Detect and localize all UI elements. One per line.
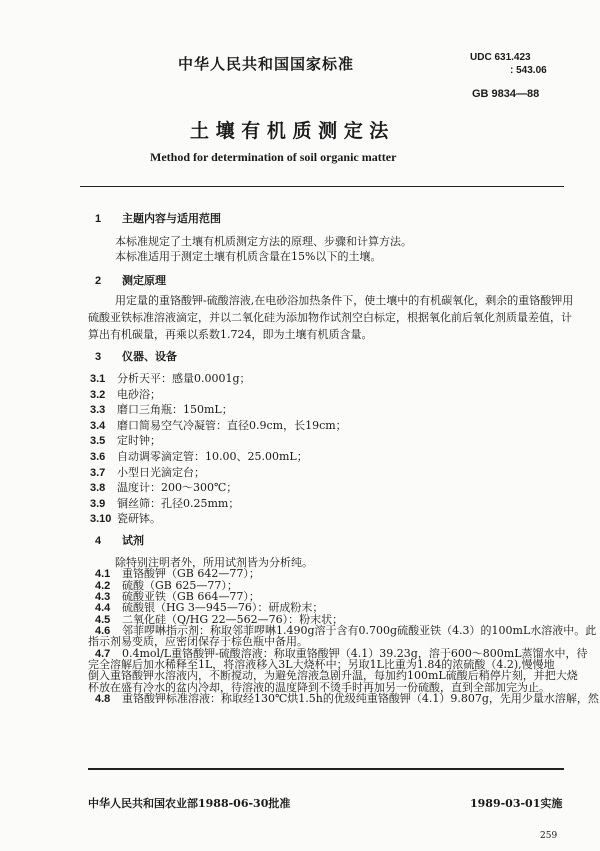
item-number: 4.2 [95,580,111,592]
section-heading-line [95,350,177,364]
section-heading: 试剂 [122,534,144,547]
paragraph-line [115,235,412,248]
section-heading: 仪器、设备 [122,350,177,363]
item-number: 3.10 [90,513,112,525]
item-text: 杯放在盛有冷水的盆内冷却，待溶液的温度降到不烫手时再加另一份硫酸，直到全部加完为止。 [88,681,550,694]
item-text: 硫酸银（HG 3—945—76）：研成粉末； [122,601,324,614]
section-number: 3 [95,351,102,363]
item-number: 3.2 [90,389,106,401]
paragraph-line [115,294,573,307]
section-heading-line [95,212,221,226]
item-text: 指示剂易变质，应密闭保存于棕色瓶中备用。 [88,635,308,648]
item-number: 4.7 [95,648,111,660]
item-number: 3.8 [90,482,106,494]
item-text: 定时钟； [117,434,161,447]
list-item [95,692,599,706]
intro-text: 除特别注明者外，所用试剂皆为分析纯。 [115,556,313,569]
item-text: 二氧化硅（Q/HG 22—562—76）：粉末状； [122,613,344,626]
item-text: 倒入重铬酸钾水溶液内，不断搅动，为避免溶液急剧升温，每加约100mL硫酸后稍停片刻，并把大烧 [88,669,578,682]
approval-text: 中华人民共和国农业部1988-06-30批准 [88,797,291,810]
item-text: 重铬酸钾标准溶液：称取经130℃烘1.5h的优级纯重铬酸钾（4.1）9.807g，先用少量水溶解，然 [122,692,599,705]
item-text: 电砂浴； [117,388,161,401]
paragraph-line [88,311,572,324]
list-item [90,419,347,433]
item-text: 温度计：200～300℃； [117,481,238,494]
item-text: 瓷研钵。 [117,512,161,525]
section-heading-line [95,274,166,288]
item-number: 4.6 [95,625,111,637]
gb-code: GB 9834—88 [472,88,540,100]
item-text: 0.4mol/L重铬酸钾-硫酸溶液：称取重铬酸钾（4.1）39.23g，溶于600～800mL蒸馏水中，待 [122,647,588,660]
item-text: 磨口三角瓶：150mL； [117,403,233,416]
item-number: 4.8 [95,693,111,705]
udc-code: UDC 631.423 [470,52,531,63]
item-text: 完全溶解后加水稀释至1L，将溶液移入3L大烧杯中；另取1L比重为1.84的浓硫酸（4.2),慢慢地 [88,658,555,671]
item-number: 3.6 [90,451,106,463]
section-number: 1 [95,213,102,225]
list-item [90,372,251,386]
item-number: 3.4 [90,420,106,432]
list-item [90,497,239,511]
item-text: 硫酸亚铁（GB 664—77）； [122,590,260,603]
item-number: 4.5 [95,614,111,626]
section-heading: 测定原理 [122,274,166,287]
section-heading: 主题内容与适用范围 [122,212,221,225]
bottom-rule [88,768,564,770]
top-rule [80,186,564,187]
udc-sub-code: : 543.06 [510,65,547,76]
paragraph-text: 用定量的重铬酸钾-硫酸溶液,在电砂浴加热条件下，使土壤中的有机碳氧化，剩余的重铬酸钾用 [115,294,574,307]
item-number: 4.4 [95,602,111,614]
item-text: 硫酸（GB 625—77）； [122,579,238,592]
item-text: 分析天平：感量0.0001g； [117,372,251,385]
item-text: 重铬酸钾（GB 642—77）； [122,567,260,580]
page-number: 259 [540,831,558,841]
paragraph-text: 算出有机碳量，再乘以系数1.724，即为土壤有机质含量。 [88,328,373,341]
list-item [90,434,161,448]
title-cn: 土 壤 有 机 质 测 定 法 [190,120,389,142]
paragraph-text: 硫酸亚铁标准溶液滴定，并以二氧化硅为添加物作试剂空白标定，根据氧化前后氧化剂质量差值，计 [88,311,572,324]
list-item [90,466,205,480]
item-number: 3.9 [90,498,106,510]
country-standard-label: 中华人民共和国国家标准 [178,55,355,73]
item-number: 3.1 [90,373,106,385]
item-text: 自动调零滴定管：10.00、25.00mL； [117,450,308,463]
section-number: 2 [95,275,102,287]
item-number: 4.1 [95,568,111,580]
item-text: 邻菲啰啉指示剂：称取邻菲啰啉1.490g溶于含有0.700g硫酸亚铁（4.3）的100mL水溶液中。此 [122,624,597,637]
list-item [90,512,161,526]
paragraph-text: 本标准适用于测定土壤有机质含量在15%以下的土壤。 [115,250,382,263]
paragraph-text: 本标准规定了土壤有机质测定方法的原理、步骤和计算方法。 [115,235,412,248]
item-text: 磨口简易空气冷凝管：直径0.9cm，长19cm； [117,419,347,432]
list-item [90,481,237,495]
list-item [90,388,161,402]
section-heading-line [95,534,144,548]
item-text: 铜丝筛：孔径0.25mm； [117,497,240,510]
title-en: Method for determination of soil organic matter [150,150,397,164]
item-number: 3.3 [90,404,106,416]
item-number: 3.5 [90,435,106,447]
item-number: 4.3 [95,591,111,603]
paragraph-line [115,250,381,263]
list-item [90,450,308,464]
paragraph-line [88,328,373,341]
section-number: 4 [95,535,102,547]
item-number: 3.7 [90,467,106,479]
list-item [90,403,233,417]
item-text: 小型日光滴定台； [117,466,205,479]
implementation-date: 1989-03-01实施 [470,797,563,810]
